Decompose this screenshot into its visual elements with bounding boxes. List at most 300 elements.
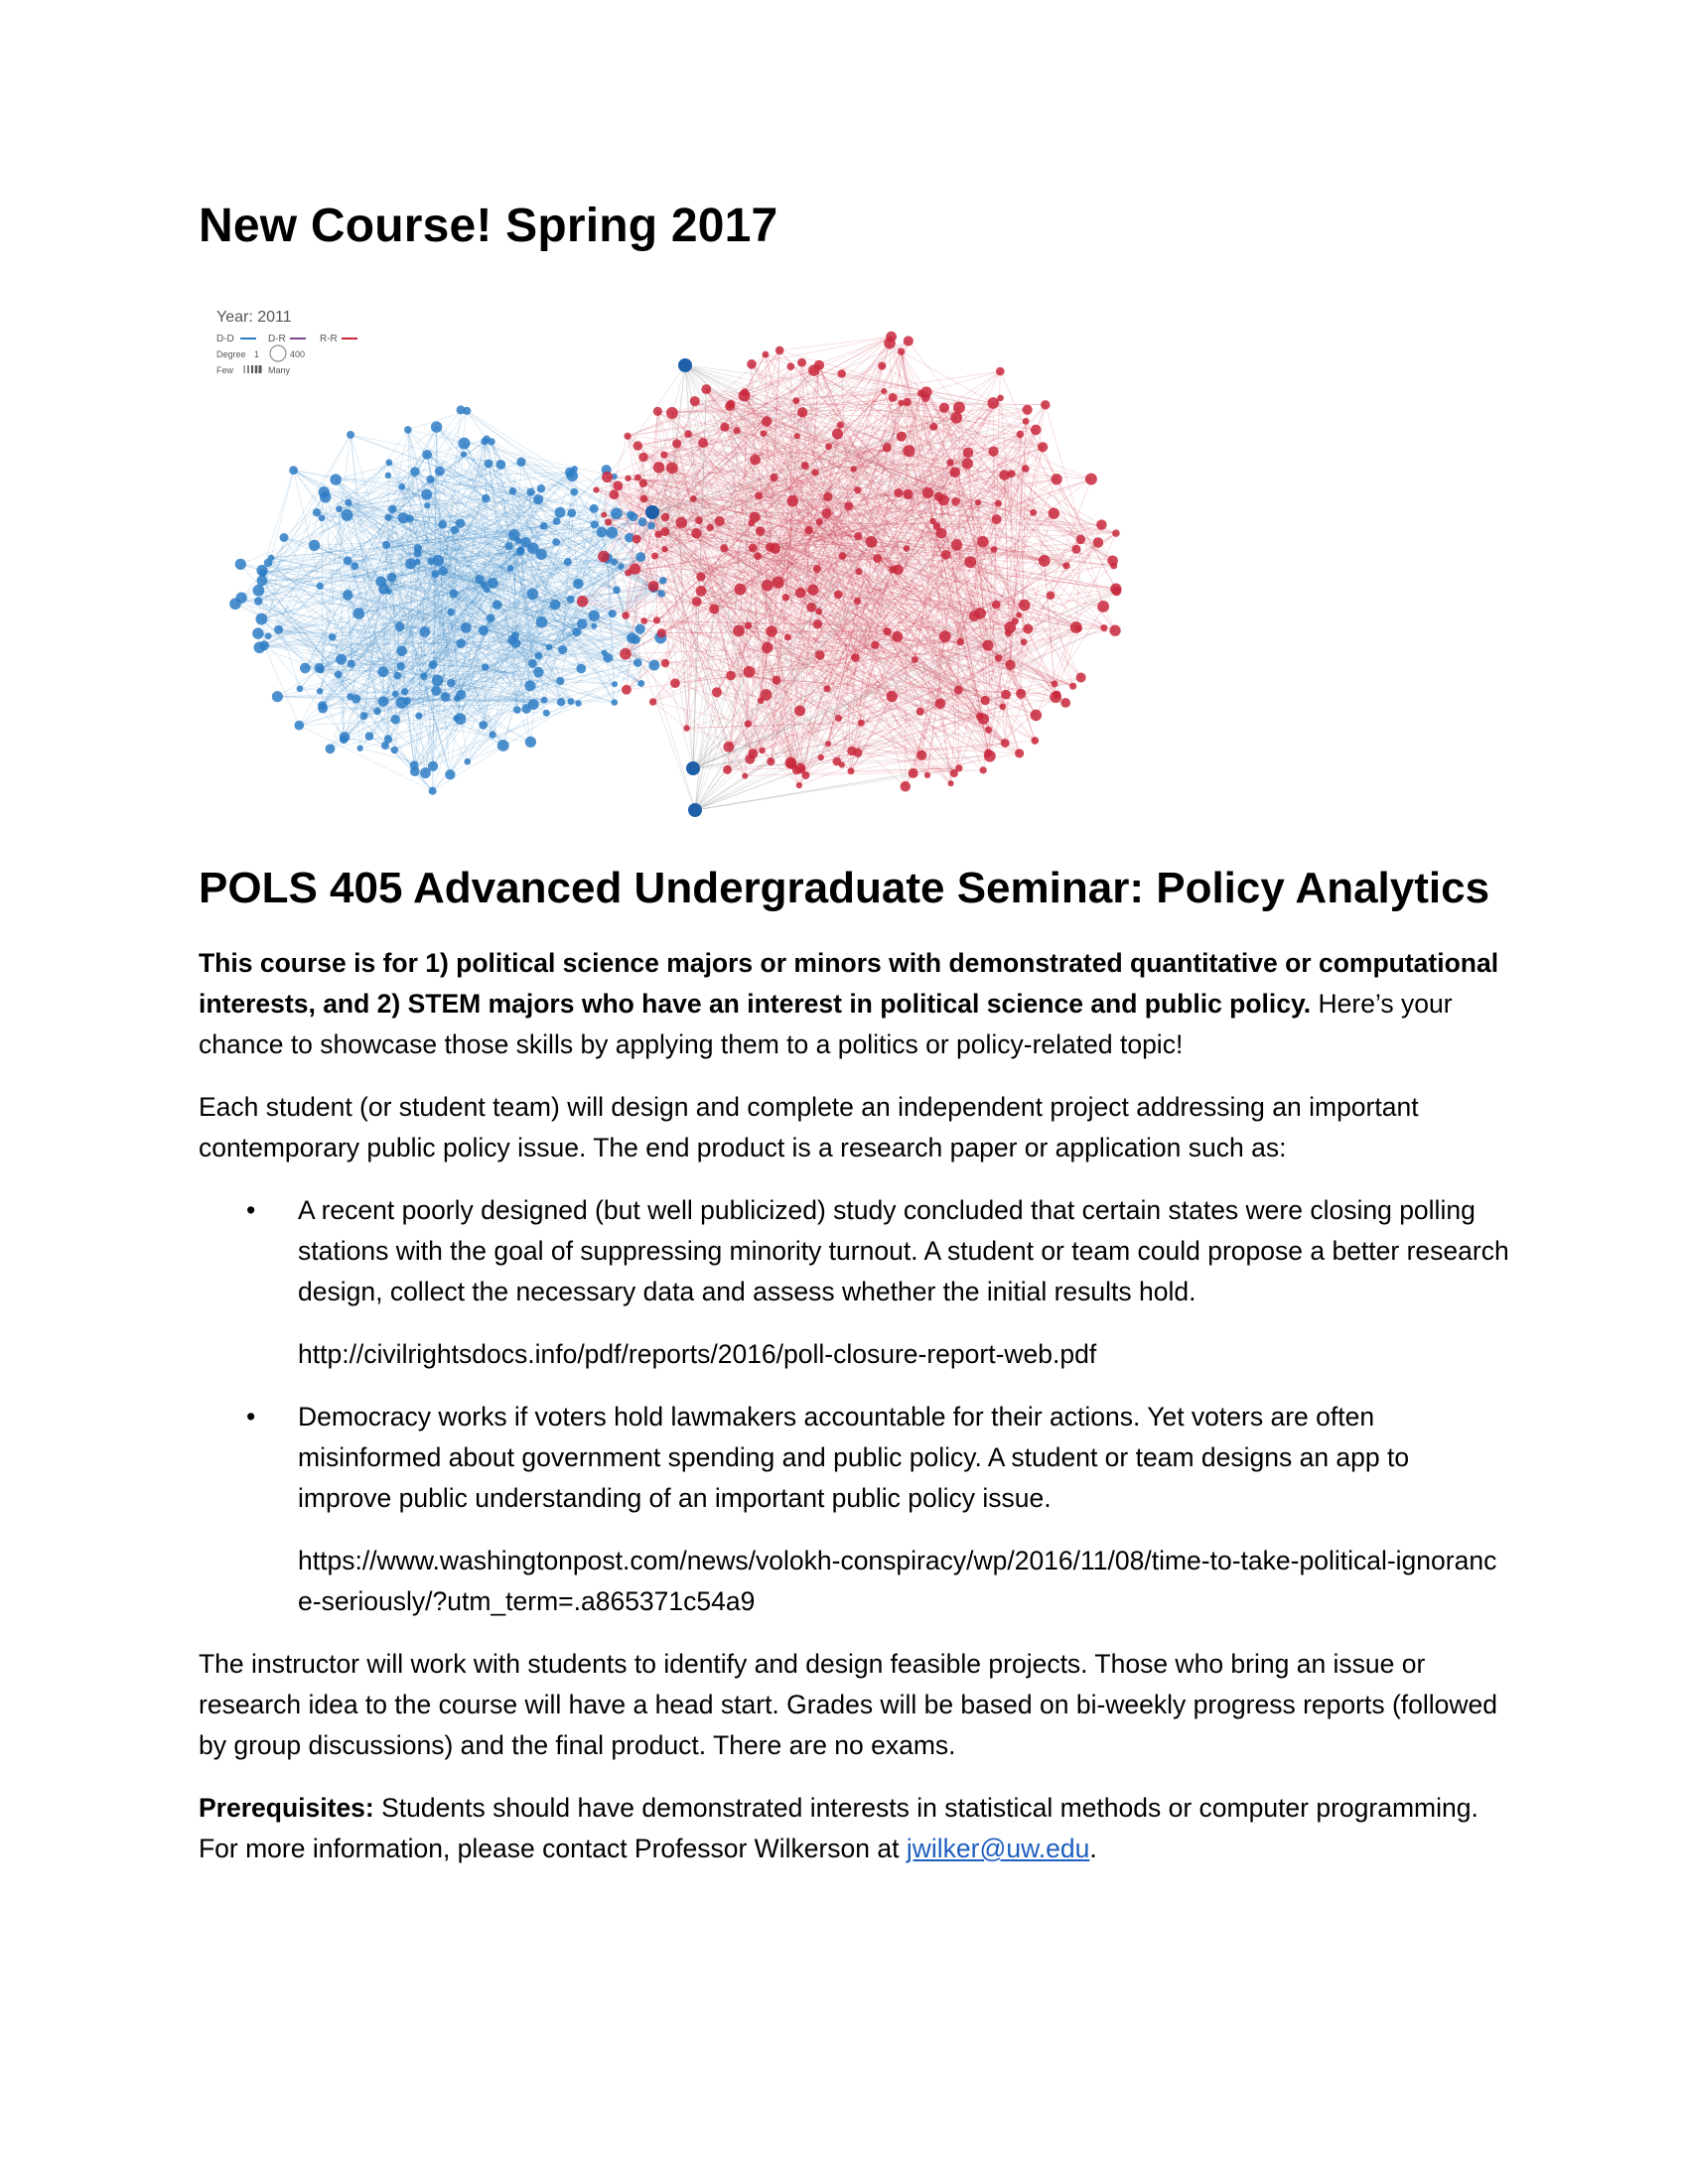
democrat-node (344, 557, 352, 566)
republican-node (759, 748, 765, 753)
democrat-node (487, 614, 494, 621)
republican-node (762, 580, 774, 592)
republican-node (844, 502, 853, 511)
republican-node (924, 772, 930, 778)
bridge-node (688, 803, 702, 817)
republican-node (815, 650, 825, 660)
republican-node (825, 741, 831, 747)
republican-node (975, 608, 986, 618)
example-text: Democracy works if voters hold lawmakers accountable for their actions. Yet voters are often misinformed about government spending and public policy. A student or team designs an app to improve public understanding of an important public policy issue. (298, 1402, 1410, 1513)
republican-node (733, 624, 745, 636)
republican-node (962, 458, 973, 469)
democrat-node (394, 672, 402, 680)
democrat-node (390, 715, 399, 724)
republican-node (695, 516, 703, 524)
democrat-node (458, 438, 470, 450)
democrat-node (485, 460, 493, 469)
republican-node (666, 462, 678, 474)
democrat-node (516, 458, 525, 467)
democrat-node (335, 671, 343, 679)
democrat-node (507, 565, 514, 572)
democrat-node (385, 588, 391, 594)
republican-node (630, 563, 640, 574)
republican-node (743, 666, 755, 678)
republican-node (987, 397, 999, 409)
republican-node (854, 532, 862, 540)
republican-node (1030, 509, 1037, 516)
republican-node (916, 751, 926, 760)
prerequisites-end: . (1089, 1834, 1097, 1863)
republican-node (755, 492, 763, 500)
republican-node (897, 432, 907, 442)
democrat-node (553, 517, 561, 525)
democrat-node (300, 663, 311, 674)
democrat-node (457, 405, 466, 414)
prerequisites-paragraph (199, 1788, 1509, 1869)
republican-node (638, 453, 647, 462)
republican-node (1096, 519, 1107, 530)
democrat-node (345, 499, 352, 506)
republican-node (1062, 562, 1069, 569)
democrat-node (319, 486, 330, 497)
democrat-node (565, 468, 575, 478)
democrat-node (527, 543, 539, 555)
democrat-node (427, 557, 435, 565)
republican-node (624, 433, 631, 440)
republican-node (698, 438, 708, 448)
intro-rest-text: Here’s your chance to showcase those skills by applying them to a politics or policy-related topic! (199, 989, 1453, 1059)
republican-node (795, 588, 806, 599)
democrat-node (632, 635, 640, 644)
democrat-node (356, 746, 362, 751)
republican-node (1051, 680, 1057, 687)
democrat-node (336, 505, 343, 512)
republican-node (675, 517, 687, 529)
democrat-node (609, 610, 617, 617)
republican-node (750, 455, 761, 466)
republican-node (660, 527, 669, 536)
republican-node (813, 565, 821, 573)
republican-node (929, 423, 937, 431)
democrat-node (568, 698, 575, 705)
democrat-node (385, 473, 391, 478)
republican-node (661, 546, 667, 552)
democrat-node (513, 706, 521, 714)
republican-node (786, 362, 794, 370)
democrat-node (618, 563, 624, 569)
democrat-node (567, 508, 576, 517)
bridge-node (645, 505, 659, 519)
democrat-node (524, 680, 535, 691)
republican-node (866, 536, 878, 548)
network-figure (199, 294, 1152, 820)
democrat-node (613, 587, 621, 595)
democrat-node (570, 488, 578, 496)
republican-node (666, 407, 678, 419)
democrat-node (253, 585, 265, 597)
republican-node (734, 427, 741, 434)
legend-degree-max: 400 (290, 349, 306, 359)
republican-node (894, 488, 903, 497)
republican-node (939, 403, 949, 413)
democrat-node (454, 695, 461, 702)
republican-node (726, 671, 736, 681)
democrat-node (404, 426, 412, 434)
democrat-node (537, 484, 545, 492)
legend-weight-bars (244, 365, 260, 373)
republican-node (625, 476, 631, 481)
democrat-node (509, 487, 517, 495)
republican-node (1019, 600, 1031, 612)
republican-node (1023, 418, 1030, 425)
republican-node (992, 601, 1001, 610)
democrat-node (428, 761, 438, 771)
republican-node (602, 472, 613, 482)
republican-node (856, 568, 863, 575)
republican-node (837, 369, 845, 377)
republican-node (639, 479, 647, 487)
republican-node (948, 780, 954, 786)
democrat-node (420, 626, 431, 637)
republican-node (988, 447, 998, 457)
republican-node (720, 423, 729, 432)
democrat-node (453, 715, 459, 721)
democrat-node (435, 466, 445, 476)
democrat-node (395, 622, 405, 632)
democrat-node (426, 476, 434, 483)
democrat-node (488, 438, 494, 445)
democrat-node (439, 567, 448, 576)
republican-node (761, 689, 773, 701)
democrat-node (297, 685, 304, 692)
democrat-node (343, 590, 352, 600)
example-text: A recent poorly designed (but well publicized) study concluded that certain states were closing polling stations with the goal of suppressing minority turnout. A student or team could propose a better research design, collect the necessary data and assess whether the initial results hold. (298, 1195, 1509, 1306)
democrat-node (340, 736, 349, 745)
democrat-node (392, 691, 399, 698)
republican-node (848, 767, 855, 774)
republican-node (1031, 425, 1042, 436)
democrat-node (552, 538, 560, 546)
republican-node (670, 678, 680, 688)
democrat-node (575, 700, 581, 706)
legend-many: Many (268, 365, 291, 375)
republican-node (811, 469, 818, 476)
bridge-node (686, 761, 700, 775)
republican-node (649, 698, 657, 706)
democrat-node (638, 517, 647, 526)
republican-node (709, 605, 719, 614)
republican-node (792, 397, 799, 404)
republican-node (893, 564, 904, 575)
democrat-node (556, 677, 564, 685)
republican-node (1097, 601, 1109, 613)
democrat-node (319, 515, 326, 522)
democrat-node (527, 589, 539, 601)
republican-node (1031, 710, 1043, 722)
democrat-node (612, 681, 618, 687)
democrat-node (329, 633, 336, 640)
republican-node (835, 715, 842, 722)
democrat-node (527, 488, 535, 496)
democrat-node (505, 542, 513, 550)
democrat-node (441, 692, 451, 702)
democrat-node (456, 638, 466, 648)
legend-degree-min: 1 (254, 349, 260, 359)
republican-node (992, 514, 1002, 524)
republican-node (839, 762, 845, 768)
example-link: http://civilrightsdocs.info/pdf/reports/2016/poll-closure-report-web.pdf (298, 1339, 1097, 1369)
republican-node (692, 597, 702, 607)
republican-node (801, 771, 809, 779)
democrat-node (398, 483, 405, 490)
republican-node (782, 594, 789, 601)
republican-node (854, 598, 861, 605)
democrat-node (352, 694, 360, 703)
republican-node (610, 489, 620, 499)
democrat-node (405, 558, 416, 569)
republican-node (1051, 474, 1061, 484)
republican-node (887, 691, 898, 702)
republican-node (997, 395, 1004, 402)
republican-node (762, 416, 772, 426)
republican-node (794, 433, 800, 439)
republican-node (660, 452, 667, 459)
republican-node (881, 388, 887, 394)
democrat-node (479, 625, 489, 635)
democrat-node (540, 522, 548, 530)
republican-node (858, 720, 865, 727)
democrat-node (521, 704, 531, 714)
republican-node (772, 676, 780, 685)
republican-node (839, 552, 847, 560)
democrat-node (611, 507, 623, 519)
republican-node (892, 631, 903, 642)
republican-node (651, 552, 658, 559)
republican-node (977, 536, 989, 548)
democrat-node (497, 740, 509, 751)
democrat-node (347, 431, 354, 439)
democrat-node (515, 537, 522, 544)
republican-node (1016, 689, 1026, 699)
democrat-node (591, 520, 599, 528)
republican-node (622, 685, 632, 695)
republican-node (996, 367, 1005, 376)
republican-node (1001, 690, 1011, 700)
republican-node (818, 754, 824, 760)
legend-dd: D-D (216, 334, 234, 344)
republican-node (903, 398, 911, 406)
democrat-node (546, 643, 553, 650)
democrat-node (317, 583, 324, 590)
democrat-edge (264, 645, 299, 725)
democrat-node (382, 541, 390, 549)
democrat-node (461, 452, 467, 458)
republican-node (1100, 624, 1107, 631)
republican-node (953, 402, 965, 414)
republican-node (984, 750, 992, 757)
figure-legend (216, 309, 357, 375)
republican-node (1022, 465, 1030, 473)
republican-node (946, 459, 953, 466)
republican-node (745, 621, 752, 628)
democrat-node (384, 735, 392, 743)
democrat-node (577, 618, 587, 628)
republican-node (690, 396, 700, 406)
democrat-node (461, 622, 472, 633)
republican-node (739, 390, 751, 402)
republican-node (1109, 625, 1120, 636)
democrat-node (235, 593, 246, 604)
republican-node (950, 412, 962, 424)
republican-node (1085, 474, 1097, 485)
democrat-node (429, 660, 438, 669)
republican-node (1076, 672, 1086, 682)
democrat-node (326, 744, 336, 753)
republican-node (813, 619, 823, 629)
republican-node (613, 480, 623, 490)
democrat-node (597, 527, 608, 538)
democrat-node (558, 645, 567, 654)
republican-node (951, 497, 960, 506)
democrat-node (386, 460, 393, 467)
republican-node (1023, 623, 1033, 633)
democrat-node (603, 653, 613, 663)
democrat-node (432, 570, 440, 578)
democrat-node (384, 514, 391, 521)
republican-node (999, 470, 1010, 480)
republican-node (916, 708, 924, 716)
list-item (199, 1190, 1509, 1375)
republican-node (712, 687, 722, 697)
democrat-node (420, 672, 428, 680)
instructor-paragraph: The instructor will work with students to identify and design feasible projects. Those who bring an issue or research idea to the course will have a head start. Grades will be based on bi-weekly progress reports (followed by group discussions) and the final product. There are no exams. (199, 1649, 1497, 1760)
democrat-node (351, 562, 358, 570)
republican-node (1050, 691, 1061, 703)
republican-node (762, 351, 769, 358)
legend-dr: D-R (268, 334, 286, 344)
republican-node (1039, 555, 1051, 567)
republican-node (760, 430, 767, 437)
democrat-edge (572, 513, 617, 514)
republican-node (749, 543, 758, 552)
republican-node (593, 486, 599, 492)
democrat-node (289, 466, 298, 475)
democrat-node (541, 697, 548, 704)
democrat-node (348, 660, 355, 668)
republican-node (756, 526, 766, 536)
republican-node (1017, 431, 1024, 438)
democrat-node (317, 688, 323, 694)
republican-node (787, 495, 799, 507)
democrat-node (396, 645, 407, 656)
republican-node (935, 699, 945, 709)
republican-node (804, 526, 812, 534)
democrat-node (410, 760, 419, 769)
republican-node (620, 648, 632, 660)
republican-node (903, 489, 913, 499)
example-link: https://www.washingtonpost.com/news/volokh-conspiracy/wp/2016/11/08/time-to-take-political-ignorance-seriously/?utm_term=.a865371c54a9 (298, 1546, 1497, 1616)
republican-node (683, 725, 689, 731)
republican-node (1070, 621, 1082, 633)
democrat-node (591, 623, 597, 629)
democrat-node (352, 608, 364, 619)
republican-node (991, 546, 998, 553)
democrat-node (535, 652, 543, 660)
republican-node (917, 390, 924, 397)
republican-node (661, 513, 670, 522)
republican-node (1031, 737, 1039, 745)
democrat-node (396, 697, 408, 709)
democrat-node (424, 502, 430, 508)
republican-node (648, 581, 659, 592)
democrat-node (360, 712, 368, 720)
republican-node (825, 443, 832, 450)
republican-node (975, 499, 981, 505)
democrat-node (557, 698, 565, 706)
republican-node (742, 773, 748, 779)
bullet-icon: • (246, 1195, 256, 1225)
republican-node (633, 441, 642, 450)
email-link[interactable]: jwilker@uw.edu (906, 1834, 1090, 1863)
republican-node (1016, 613, 1022, 618)
democrat-node (257, 576, 268, 587)
republican-node (601, 512, 607, 518)
republican-node (1076, 535, 1085, 544)
democrat-node (525, 737, 536, 748)
republican-node (748, 749, 758, 758)
democrat-node (318, 704, 328, 714)
democrat-node (315, 663, 325, 673)
republican-node (639, 495, 647, 503)
intro-bold-text: This course is for 1) political science majors or minors with demonstrated quantitative or computational interests, and 2) STEM majors who have an interest in political science and public policy. (199, 948, 1499, 1019)
republican-node (1015, 749, 1024, 757)
republican-node (1023, 405, 1033, 415)
republican-node (1004, 621, 1016, 633)
democrat-node (391, 747, 398, 753)
republican-node (767, 757, 774, 765)
republican-node (690, 495, 697, 502)
republican-node (747, 359, 757, 369)
democrat-node (254, 641, 266, 653)
democrat-node (659, 577, 666, 584)
republican-node (963, 448, 974, 459)
democrat-node (572, 627, 581, 636)
republican-node (598, 551, 610, 563)
democrat-node (398, 512, 409, 523)
republican-node (912, 656, 918, 663)
network-graph (199, 294, 1152, 820)
republican-node (950, 769, 958, 777)
republican-node (1049, 508, 1059, 519)
democrat-node (413, 544, 421, 552)
democrat-node (657, 590, 664, 597)
republican-edge (926, 371, 1000, 392)
republican-node (1000, 704, 1007, 711)
democrat-node (564, 558, 572, 566)
republican-node (786, 759, 796, 769)
republican-node (766, 543, 774, 552)
republican-node (949, 467, 960, 478)
republican-node (941, 550, 951, 560)
republican-node (922, 487, 933, 498)
democrat-node (528, 659, 537, 668)
republican-node (807, 585, 818, 596)
republican-node (980, 766, 987, 773)
republican-node (701, 384, 711, 394)
republican-node (653, 462, 664, 473)
republican-node (745, 720, 752, 727)
republican-node (750, 512, 761, 523)
